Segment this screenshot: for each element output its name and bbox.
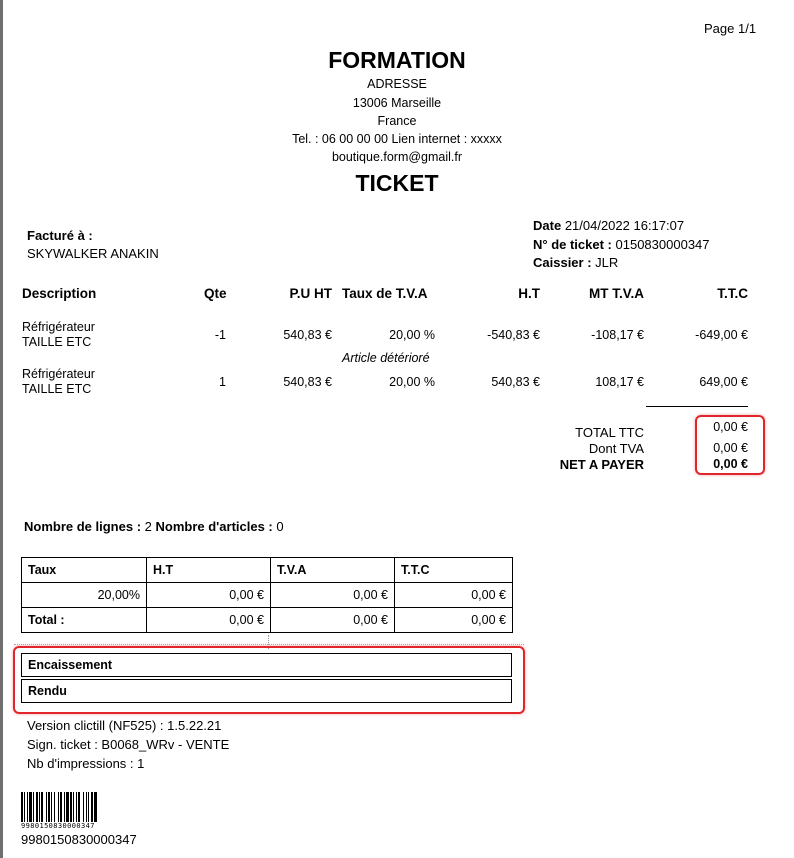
barcode-icon bbox=[21, 792, 131, 822]
ticket-date bbox=[533, 218, 684, 233]
company-country: France bbox=[377, 114, 417, 128]
rendu-row: Rendu bbox=[21, 679, 512, 703]
vat-col-taux: Taux bbox=[22, 558, 147, 583]
counts-line bbox=[24, 519, 284, 534]
barcode-bar bbox=[60, 792, 62, 822]
row2-qty: 1 bbox=[219, 375, 226, 389]
articles-count-label: Nombre d'articles : bbox=[155, 519, 273, 534]
row1-desc2: TAILLE ETC bbox=[22, 335, 92, 349]
totals-divider bbox=[646, 406, 748, 407]
date-label: Date bbox=[533, 218, 562, 233]
barcode-bar bbox=[94, 792, 97, 822]
row2-vat-rate: 20,00 % bbox=[389, 375, 435, 389]
lines-count-value: 2 bbox=[144, 519, 152, 534]
row1-qty: -1 bbox=[214, 328, 226, 342]
barcode-bar bbox=[66, 792, 69, 822]
lines-count-label: Nombre de lignes : bbox=[24, 519, 142, 534]
barcode-bar bbox=[33, 792, 34, 822]
vat-table-header bbox=[22, 558, 513, 583]
ticket-title: TICKET bbox=[355, 170, 439, 196]
barcode-bar bbox=[76, 792, 77, 822]
ticket-number bbox=[533, 237, 710, 252]
col-ttc: T.T.C bbox=[717, 286, 748, 301]
net-a-payer-value: 0,00 € bbox=[713, 457, 748, 471]
vat-table-total-row bbox=[22, 608, 513, 633]
dont-tva-label: Dont TVA bbox=[588, 441, 644, 456]
vat-ttc-cell: 0,00 € bbox=[395, 583, 513, 608]
company-address: ADRESSE bbox=[367, 77, 427, 91]
barcode-bar bbox=[78, 792, 80, 822]
barcode-bar bbox=[39, 792, 40, 822]
vat-total-label: Total : bbox=[22, 608, 147, 633]
cashier bbox=[533, 255, 618, 270]
barcode-bar bbox=[64, 792, 65, 822]
barcode-bar bbox=[21, 792, 23, 822]
cashier-value: JLR bbox=[595, 255, 619, 270]
row1-desc1: Réfrigérateur bbox=[22, 320, 95, 334]
barcode-bar bbox=[48, 792, 50, 822]
vat-rate-cell: 20,00% bbox=[22, 583, 147, 608]
barcode-bar bbox=[24, 792, 25, 822]
row1-note: Article détérioré bbox=[342, 351, 430, 365]
company-name: FORMATION bbox=[328, 47, 466, 73]
barcode-bar bbox=[91, 792, 93, 822]
net-a-payer-label: NET A PAYER bbox=[559, 457, 644, 472]
col-qty: Qte bbox=[204, 286, 227, 301]
vat-table-row bbox=[22, 583, 513, 608]
barcode-bar bbox=[83, 792, 84, 822]
barcode-bar bbox=[86, 792, 87, 822]
row2-pu-ht: 540,83 € bbox=[283, 375, 332, 389]
page-left-border bbox=[0, 0, 3, 858]
print-count: Nb d'impressions : 1 bbox=[27, 756, 145, 771]
dotted-separator-h bbox=[14, 644, 524, 645]
barcode-bar bbox=[88, 792, 89, 822]
date-value: 21/04/2022 16:17:07 bbox=[564, 218, 685, 233]
cashier-label: Caissier : bbox=[533, 255, 592, 270]
company-email: boutique.form@gmail.fr bbox=[331, 150, 463, 164]
barcode-bar bbox=[29, 792, 32, 822]
row1-vat-rate: 20,00 % bbox=[389, 328, 435, 342]
total-ttc-label: TOTAL TTC bbox=[575, 425, 644, 440]
row2-ttc: 649,00 € bbox=[699, 375, 748, 389]
barcode-bar bbox=[46, 792, 47, 822]
customer-name: SKYWALKER ANAKIN bbox=[27, 246, 159, 261]
row1-ht: -540,83 € bbox=[487, 328, 540, 342]
row1-ttc: -649,00 € bbox=[695, 328, 748, 342]
barcode-number: 9980150830000347 bbox=[21, 832, 137, 847]
ticket-number-label: N° de ticket : bbox=[533, 237, 612, 252]
col-pu-ht: P.U HT bbox=[289, 286, 332, 301]
row2-mt-tva: 108,17 € bbox=[595, 375, 644, 389]
barcode-bar bbox=[70, 792, 72, 822]
vat-col-tva: T.V.A bbox=[271, 558, 395, 583]
vat-ht-cell: 0,00 € bbox=[147, 583, 271, 608]
barcode-bar bbox=[36, 792, 38, 822]
company-city: 13006 Marseille bbox=[352, 96, 442, 110]
vat-total-ttc: 0,00 € bbox=[395, 608, 513, 633]
barcode-bar bbox=[27, 792, 28, 822]
col-ht: H.T bbox=[518, 286, 540, 301]
ticket-number-value: 0150830000347 bbox=[615, 237, 710, 252]
barcode-bar bbox=[51, 792, 52, 822]
col-description: Description bbox=[22, 286, 97, 301]
col-vat-rate: Taux de T.V.A bbox=[342, 286, 428, 301]
software-version: Version clictill (NF525) : 1.5.22.21 bbox=[27, 718, 222, 733]
barcode-small-text: 9980150830000347 bbox=[21, 822, 95, 830]
total-ttc-value: 0,00 € bbox=[713, 420, 748, 434]
vat-total-ht: 0,00 € bbox=[147, 608, 271, 633]
vat-tva-cell: 0,00 € bbox=[271, 583, 395, 608]
page-number: Page 1/1 bbox=[704, 21, 757, 36]
company-contact: Tel. : 06 00 00 00 Lien internet : xxxxx bbox=[292, 132, 502, 146]
barcode-bar bbox=[54, 792, 55, 822]
row2-desc2: TAILLE ETC bbox=[22, 382, 92, 396]
row2-desc1: Réfrigérateur bbox=[22, 367, 95, 381]
row1-pu-ht: 540,83 € bbox=[283, 328, 332, 342]
barcode-bar bbox=[41, 792, 43, 822]
vat-col-ttc: T.T.C bbox=[395, 558, 513, 583]
billed-to-label: Facturé à : bbox=[27, 228, 93, 243]
vat-summary-table bbox=[21, 557, 513, 633]
row2-ht: 540,83 € bbox=[491, 375, 540, 389]
articles-count-value: 0 bbox=[276, 519, 284, 534]
col-mt-tva: MT T.V.A bbox=[588, 286, 644, 301]
vat-total-tva: 0,00 € bbox=[271, 608, 395, 633]
encaissement-row: Encaissement bbox=[21, 653, 512, 677]
ticket-signature: Sign. ticket : B0068_WRv - VENTE bbox=[27, 737, 230, 752]
dont-tva-value: 0,00 € bbox=[713, 441, 748, 455]
row1-mt-tva: -108,17 € bbox=[591, 328, 644, 342]
barcode-bar bbox=[58, 792, 59, 822]
barcode-bar bbox=[73, 792, 74, 822]
vat-col-ht: H.T bbox=[147, 558, 271, 583]
